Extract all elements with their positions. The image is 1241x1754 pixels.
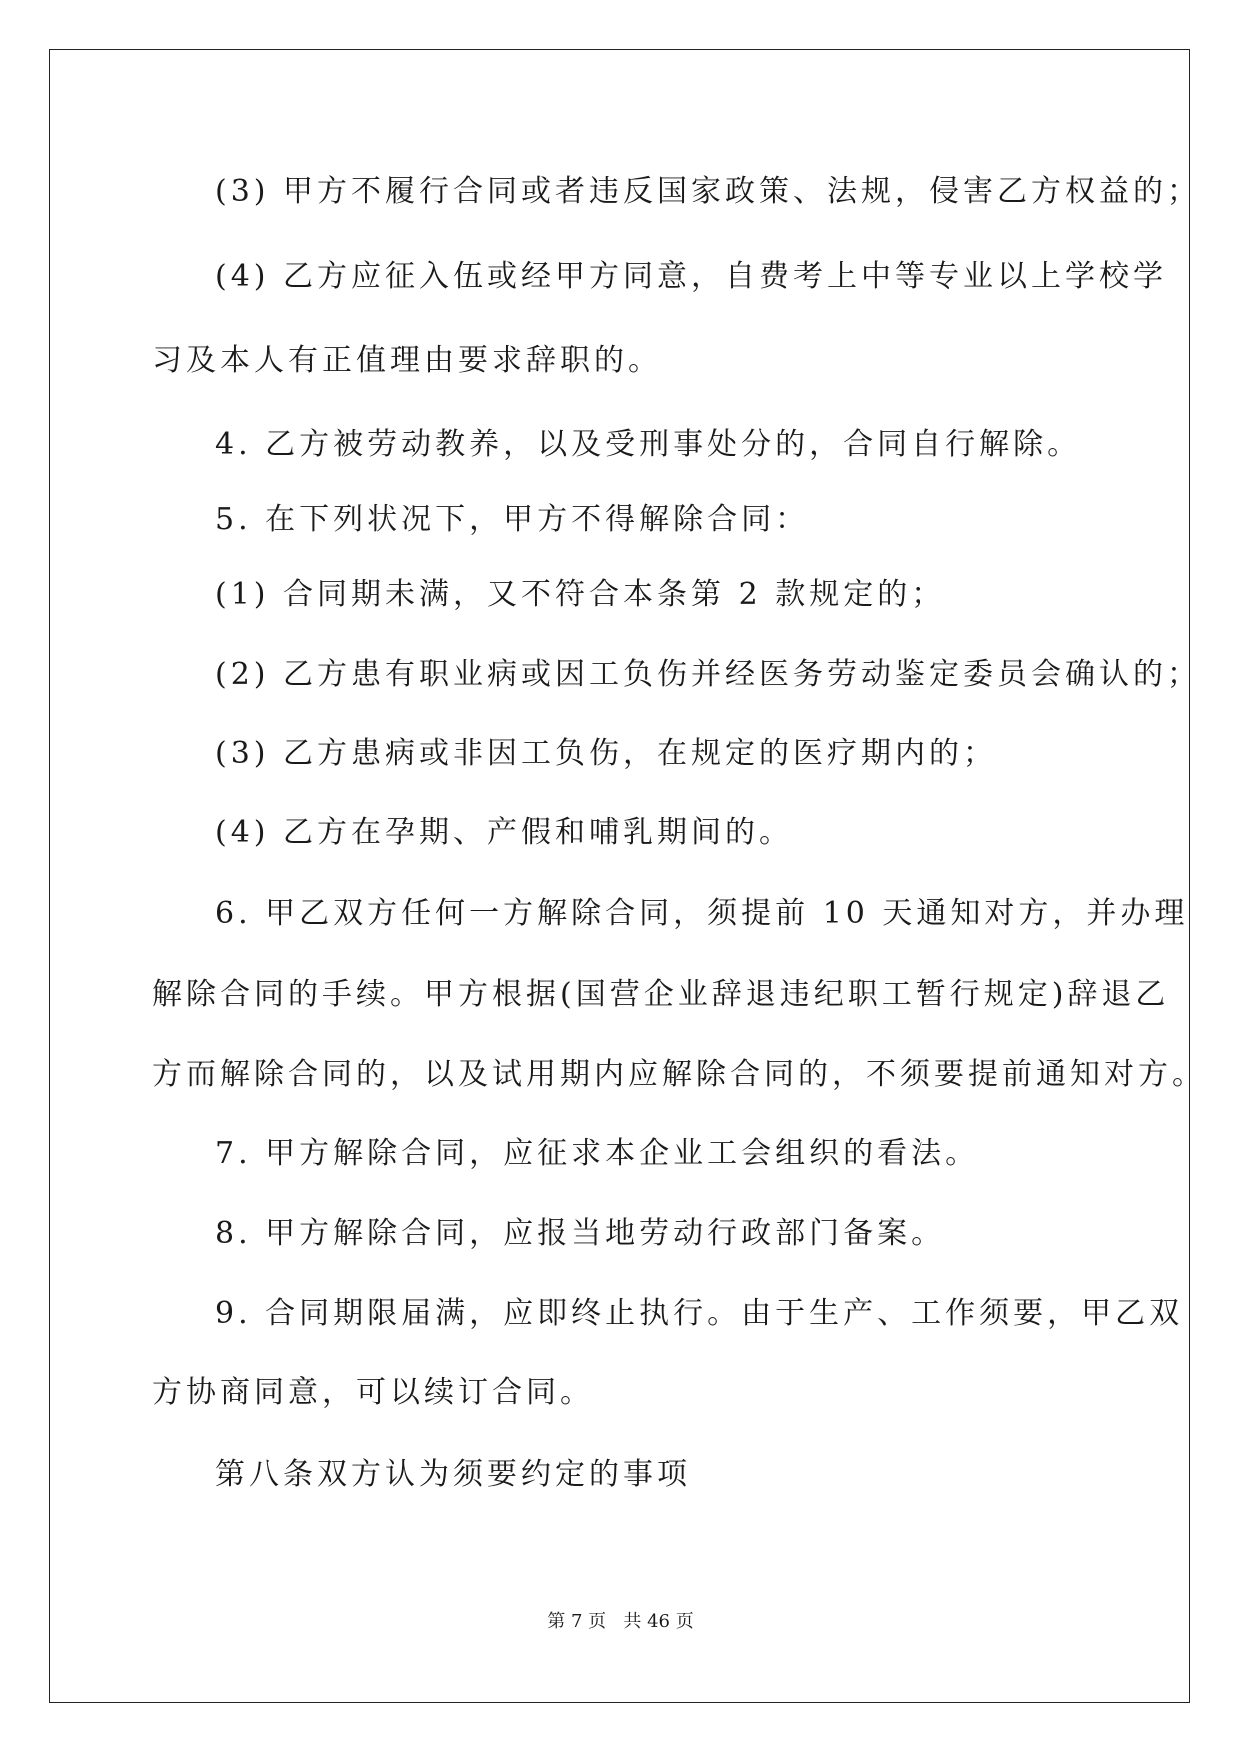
paragraph-line: 9. 合同期限届满，应即终止执行。由于生产、工作须要，甲乙双 bbox=[215, 1296, 1184, 1331]
paragraph-line: 解除合同的手续。甲方根据(国营企业辞退违纪职工暂行规定)辞退乙 bbox=[152, 977, 1170, 1012]
paragraph-line: (1) 合同期未满，又不符合本条第 2 款规定的； bbox=[215, 577, 946, 612]
section-heading: 第八条双方认为须要约定的事项 bbox=[215, 1457, 691, 1492]
paragraph-line: 习及本人有正值理由要求辞职的。 bbox=[152, 343, 662, 378]
paragraph-line: (3) 乙方患病或非因工负伤，在规定的医疗期内的； bbox=[215, 736, 998, 771]
page-number-footer: 第 7 页 共 46 页 bbox=[547, 1611, 694, 1632]
paragraph-line: 6. 甲乙双方任何一方解除合同，须提前 10 天通知对方，并办理 bbox=[215, 896, 1189, 931]
paragraph-line: 7. 甲方解除合同，应征求本企业工会组织的看法。 bbox=[215, 1136, 980, 1171]
paragraph-line: (2) 乙方患有职业病或因工负伤并经医务劳动鉴定委员会确认的； bbox=[215, 657, 1202, 692]
paragraph-line: 方而解除合同的，以及试用期内应解除合同的，不须要提前通知对方。 bbox=[152, 1057, 1206, 1092]
paragraph-line: 5. 在下列状况下，甲方不得解除合同： bbox=[215, 502, 810, 537]
paragraph-line: (4) 乙方在孕期、产假和哺乳期间的。 bbox=[215, 815, 794, 850]
paragraph-line: 4. 乙方被劳动教养，以及受刑事处分的，合同自行解除。 bbox=[215, 427, 1082, 462]
paragraph-line: (4) 乙方应征入伍或经甲方同意，自费考上中等专业以上学校学 bbox=[215, 259, 1168, 294]
paragraph-line: 方协商同意，可以续订合同。 bbox=[152, 1375, 594, 1410]
paragraph-line: (3) 甲方不履行合同或者违反国家政策、法规，侵害乙方权益的； bbox=[215, 174, 1202, 209]
paragraph-line: 8. 甲方解除合同，应报当地劳动行政部门备案。 bbox=[215, 1216, 946, 1251]
